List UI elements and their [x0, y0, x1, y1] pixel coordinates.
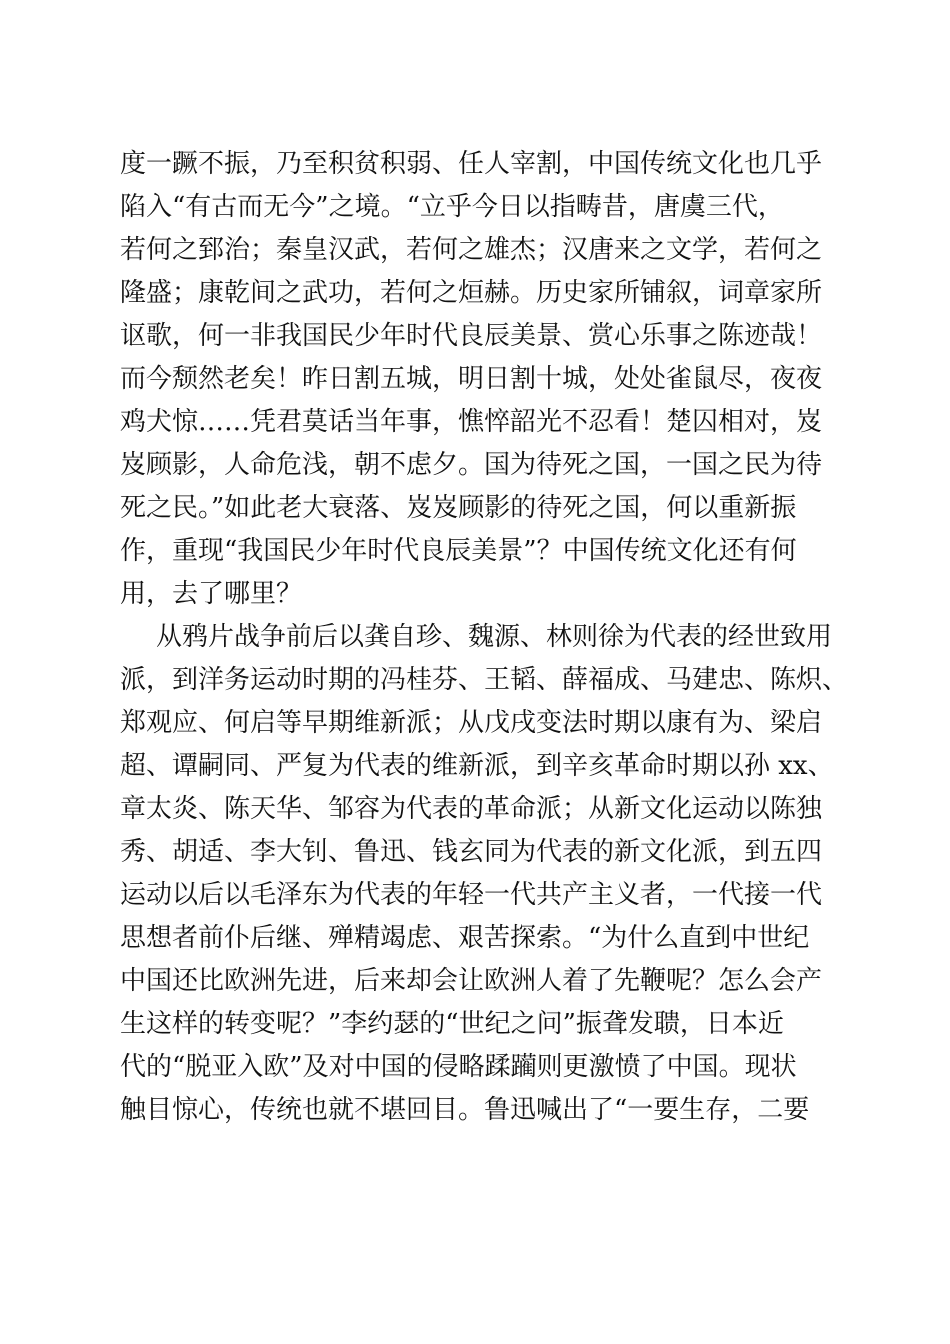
paragraph-1-line: 鸡犬惊……凭君莫话当年事，憔悴韶光不忍看！楚囚相对，岌: [120, 407, 823, 437]
paragraph-1-line: 若何之郅治；秦皇汉武，若何之雄杰；汉唐来之文学，若何之: [120, 235, 823, 265]
paragraph-1-line: 讴歌，何一非我国民少年时代良辰美景、赏心乐事之陈迹哉！: [120, 321, 823, 351]
paragraph-2-line: 中国还比欧洲先进，后来却会让欧洲人着了先鞭呢？怎么会产: [120, 966, 823, 996]
paragraph-1-line: 用，去了哪里？: [120, 579, 303, 609]
paragraph-1-line: 隆盛；康乾间之武功，若何之烜赫。历史家所铺叙，词章家所: [120, 278, 823, 308]
paragraph-1-line: 作，重现“我国民少年时代良辰美景”？中国传统文化还有何: [120, 536, 797, 566]
paragraph-2-line: 运动以后以毛泽东为代表的年轻一代共产主义者，一代接一代: [120, 880, 823, 910]
paragraph-1-line: 岌顾影，人命危浅，朝不虑夕。国为待死之国，一国之民为待: [120, 450, 823, 480]
paragraph-2-line: 超、谭嗣同、严复为代表的维新派，到辛亥革命时期以孙 xx、: [120, 751, 834, 781]
paragraph-2-line: 从鸦片战争前后以龚自珍、魏源、林则徐为代表的经世致用: [156, 622, 833, 652]
paragraph-2-line: 代的“脱亚入欧”及对中国的侵略蹂躏则更激愤了中国。现状: [120, 1052, 797, 1082]
paragraph-2-line: 秀、胡适、李大钊、鲁迅、钱玄同为代表的新文化派，到五四: [120, 837, 823, 867]
paragraph-2-line: 思想者前仆后继、殚精竭虑、艰苦探索。“为什么直到中世纪: [120, 923, 810, 953]
paragraph-1-line: 度一蹶不振，乃至积贫积弱、任人宰割，中国传统文化也几乎: [120, 149, 823, 179]
paragraph-1-line: 陷入“有古而无今”之境。“立乎今日以指畴昔，唐虞三代，: [120, 192, 784, 222]
paragraph-1-line: 而今颓然老矣！昨日割五城，明日割十城，处处雀鼠尽，夜夜: [120, 364, 823, 394]
paragraph-1-line: 死之民。”如此老大衰落、岌岌顾影的待死之国，何以重新振: [120, 493, 797, 523]
paragraph-2-line: 郑观应、何启等早期维新派；从戊戌变法时期以康有为、梁启: [120, 708, 823, 738]
paragraph-2-line: 章太炎、陈天华、邹容为代表的革命派；从新文化运动以陈独: [120, 794, 823, 824]
paragraph-2-line: 触目惊心，传统也就不堪回目。鲁迅喊出了“一要生存，二要: [120, 1095, 810, 1125]
paragraph-2-line: 派，到洋务运动时期的冯桂芬、王韬、薛福成、马建忠、陈炽、: [120, 665, 849, 695]
paragraph-2-line: 生这样的转变呢？”李约瑟的“世纪之问”振聋发聩，日本近: [120, 1009, 784, 1039]
